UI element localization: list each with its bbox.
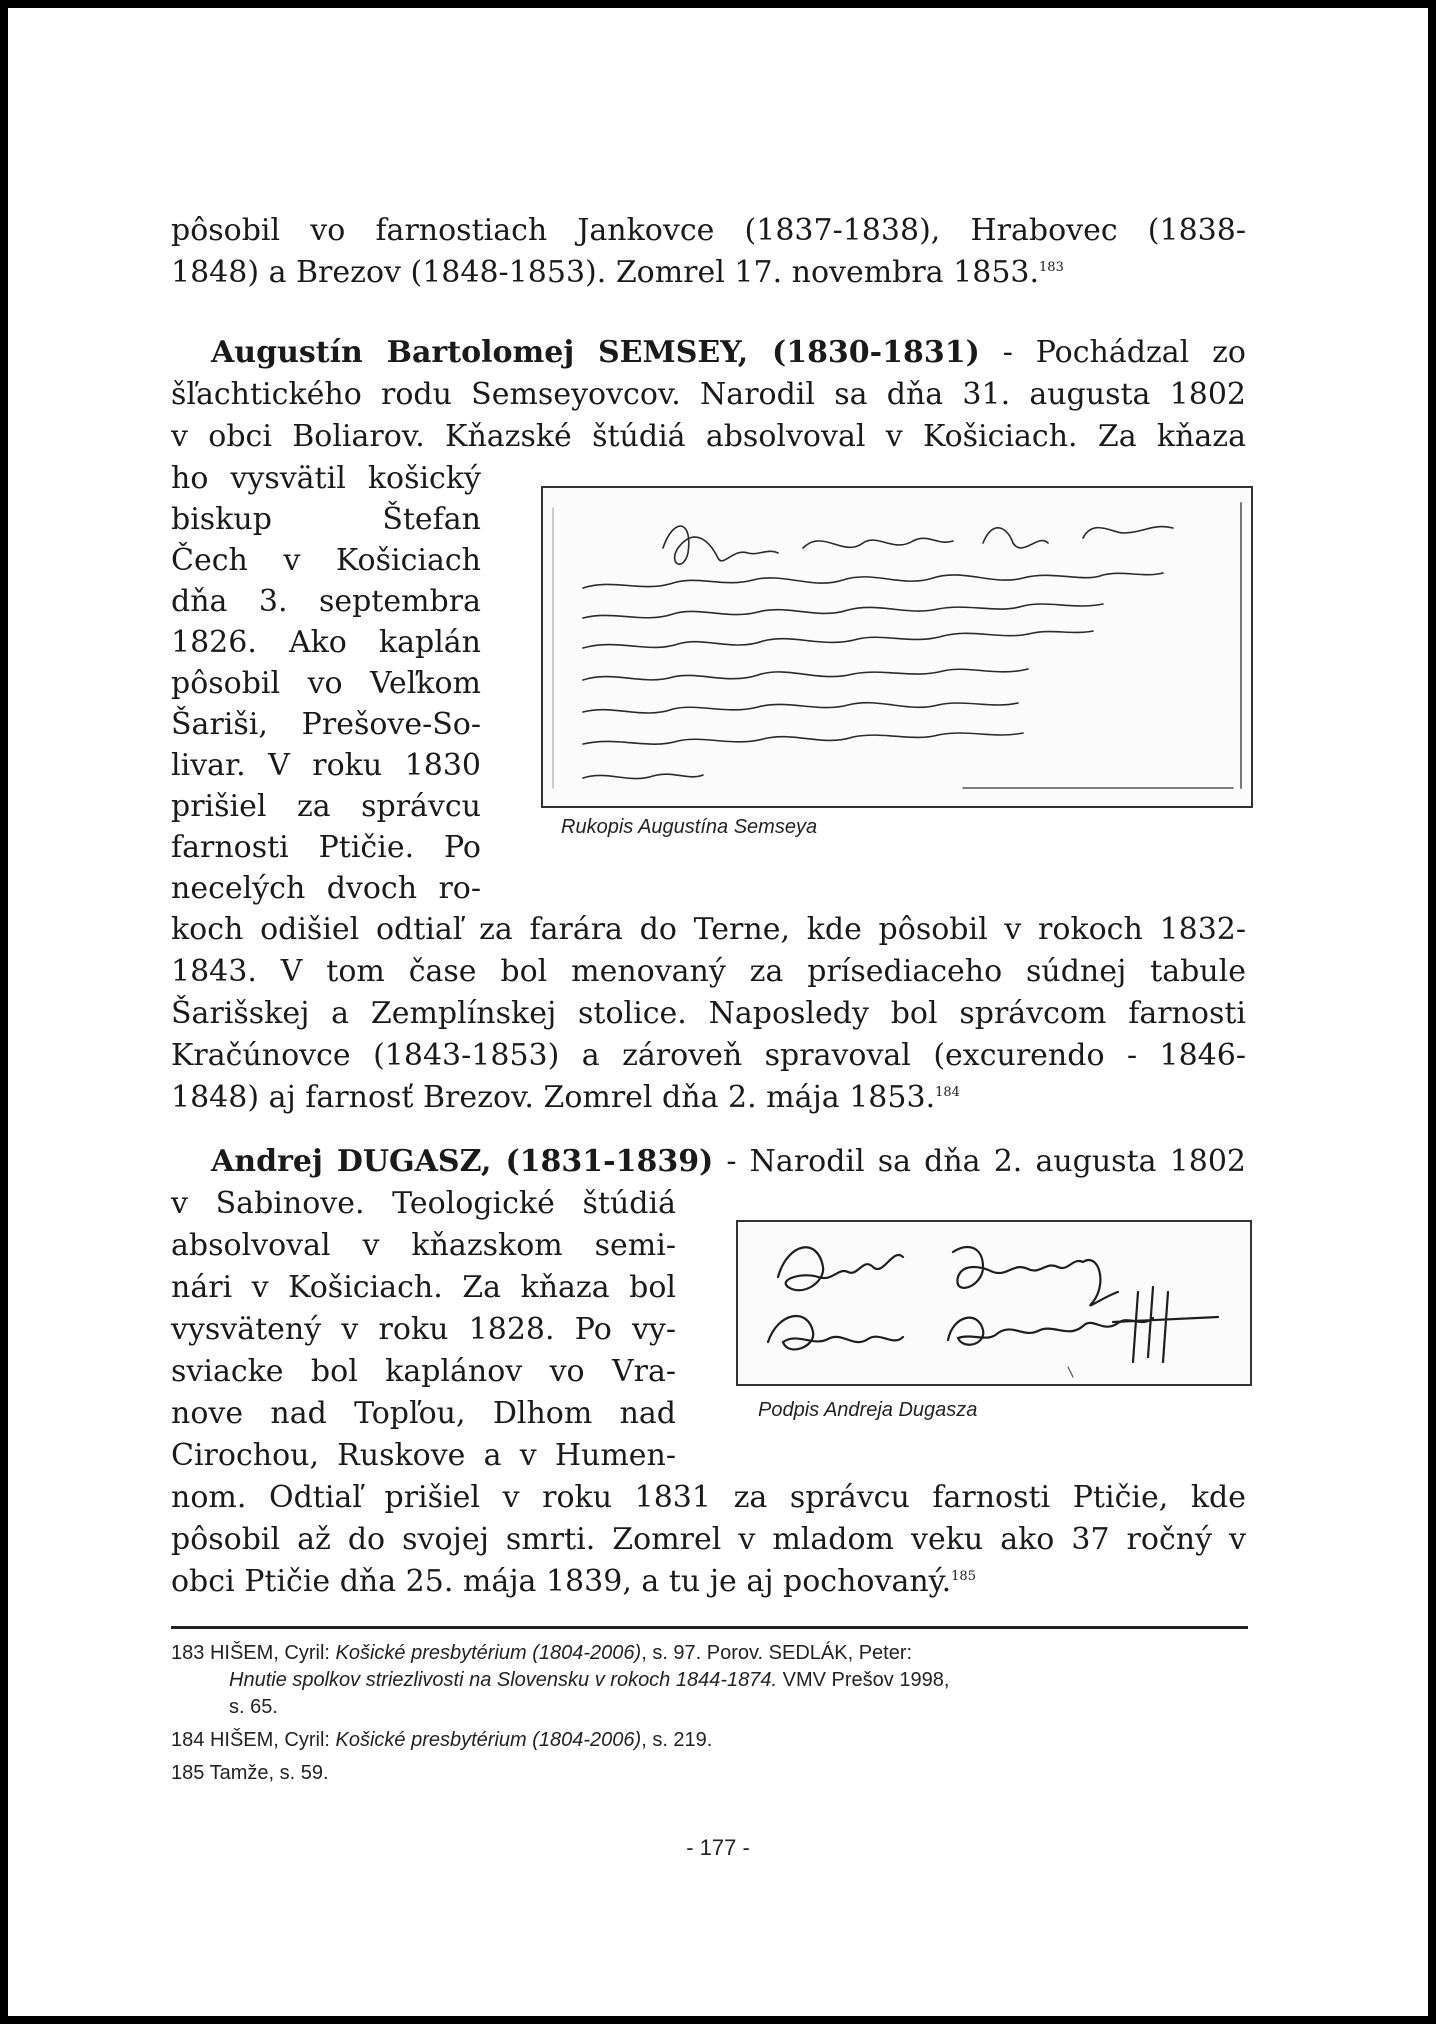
text-line: pôsobil vo Veľkom bbox=[171, 666, 481, 701]
text-line: absolvoval v kňazskom semi- bbox=[171, 1228, 676, 1263]
manuscript-image bbox=[541, 486, 1253, 808]
footnote-184: 184 HIŠEM, Cyril: Košické presbytérium (1804-2006), s. 219. bbox=[171, 1729, 713, 1751]
text-line: koch odišiel odtiaľ za farára do Terne, kde pôsobil v rokoch 1832- bbox=[171, 912, 1246, 947]
person-name: Augustín Bartolomej SEMSEY, (1830-1831) bbox=[211, 335, 980, 370]
text-line: šľachtického rodu Semseyovcov. Narodil sa dňa 31. augusta 1802 bbox=[171, 377, 1246, 412]
signature-image bbox=[736, 1220, 1252, 1386]
text-line: prišiel za správcu bbox=[171, 789, 481, 824]
text-line: farnosti Ptičie. Po bbox=[171, 830, 481, 865]
text-line: pôsobil až do svojej smrti. Zomrel v mladom veku ako 37 ročný v bbox=[171, 1522, 1246, 1557]
text-line: v Sabinove. Teologické štúdiá bbox=[171, 1186, 676, 1221]
text-line: Šariši, Prešove-So- bbox=[171, 707, 481, 742]
footnote-183-line1: 183 HIŠEM, Cyril: Košické presbytérium (1804-2006), s. 97. Porov. SEDLÁK, Peter: bbox=[171, 1642, 913, 1664]
text-line: 1848) aj farnosť Brezov. Zomrel dňa 2. mája 1853.$^{184}$ bbox=[171, 1080, 960, 1115]
footnote-ref: 184 bbox=[935, 1085, 960, 1100]
text-line: biskup Štefan bbox=[171, 502, 481, 537]
text-line: Čech v Košiciach bbox=[171, 543, 481, 578]
footnote-ref: 183 bbox=[1039, 260, 1064, 275]
text-line: 1826. Ako kaplán bbox=[171, 625, 481, 660]
text-line: livar. V roku 1830 bbox=[171, 748, 481, 783]
text-line: Cirochou, Ruskove a v Humen- bbox=[171, 1438, 676, 1473]
document-page bbox=[8, 8, 1428, 2016]
semsey-heading-line: Augustín Bartolomej SEMSEY, (1830-1831) - Pochádzal zo bbox=[211, 335, 1246, 370]
text-line: Šarišskej a Zemplínskej stolice. Naposledy bol správcom farnosti bbox=[171, 996, 1246, 1031]
footnote-183-line3: s. 65. bbox=[229, 1696, 278, 1718]
text-line: 1848) a Brezov (1848-1853). Zomrel 17. novembra 1853.$^{183}$ bbox=[171, 255, 1064, 290]
text-line: v obci Boliarov. Kňazské štúdiá absolvoval v Košiciach. Za kňaza bbox=[171, 419, 1246, 454]
footnote-divider bbox=[171, 1626, 1248, 1629]
text-line: obci Ptičie dňa 25. mája 1839, a tu je aj pochovaný.$^{185}$ bbox=[171, 1564, 976, 1599]
text-line: necelých dvoch ro- bbox=[171, 871, 481, 906]
manuscript-caption: Rukopis Augustína Semseya bbox=[561, 816, 818, 838]
signature-graphic bbox=[738, 1222, 1250, 1384]
page-number: - 177 - bbox=[686, 1835, 750, 1860]
person-name: Andrej DUGASZ, (1831-1839) bbox=[211, 1144, 714, 1179]
text-line: 1843. V tom čase bol menovaný za prísediaceho súdnej tabule bbox=[171, 954, 1246, 989]
text-line: nom. Odtiaľ prišiel v roku 1831 za správcu farnosti Ptičie, kde bbox=[171, 1480, 1246, 1515]
footnote-ref: 185 bbox=[951, 1569, 976, 1584]
signature-caption: Podpis Andreja Dugasza bbox=[758, 1399, 978, 1421]
text-line: nove nad Topľou, Dlhom nad bbox=[171, 1396, 676, 1431]
footnote-185: 185 Tamže, s. 59. bbox=[171, 1762, 329, 1784]
text-line: Kračúnovce (1843-1853) a zároveň spravoval (excurendo - 1846- bbox=[171, 1038, 1246, 1073]
handwriting-graphic bbox=[543, 488, 1251, 806]
text-line: ho vysvätil košický bbox=[171, 461, 481, 496]
text-line: nári v Košiciach. Za kňaza bol bbox=[171, 1270, 676, 1305]
text-line: dňa 3. septembra bbox=[171, 584, 481, 619]
dugasz-heading-line: Andrej DUGASZ, (1831-1839) - Narodil sa dňa 2. augusta 1802 bbox=[211, 1144, 1246, 1179]
text-line: sviacke bol kaplánov vo Vra- bbox=[171, 1354, 676, 1389]
footnote-183-line2: Hnutie spolkov striezlivosti na Slovensku v rokoch 1844-1874. VMV Prešov 1998, bbox=[229, 1669, 950, 1691]
text-line: pôsobil vo farnostiach Jankovce (1837-1838), Hrabovec (1838- bbox=[171, 213, 1246, 248]
text-line: vysvätený v roku 1828. Po vy- bbox=[171, 1312, 676, 1347]
